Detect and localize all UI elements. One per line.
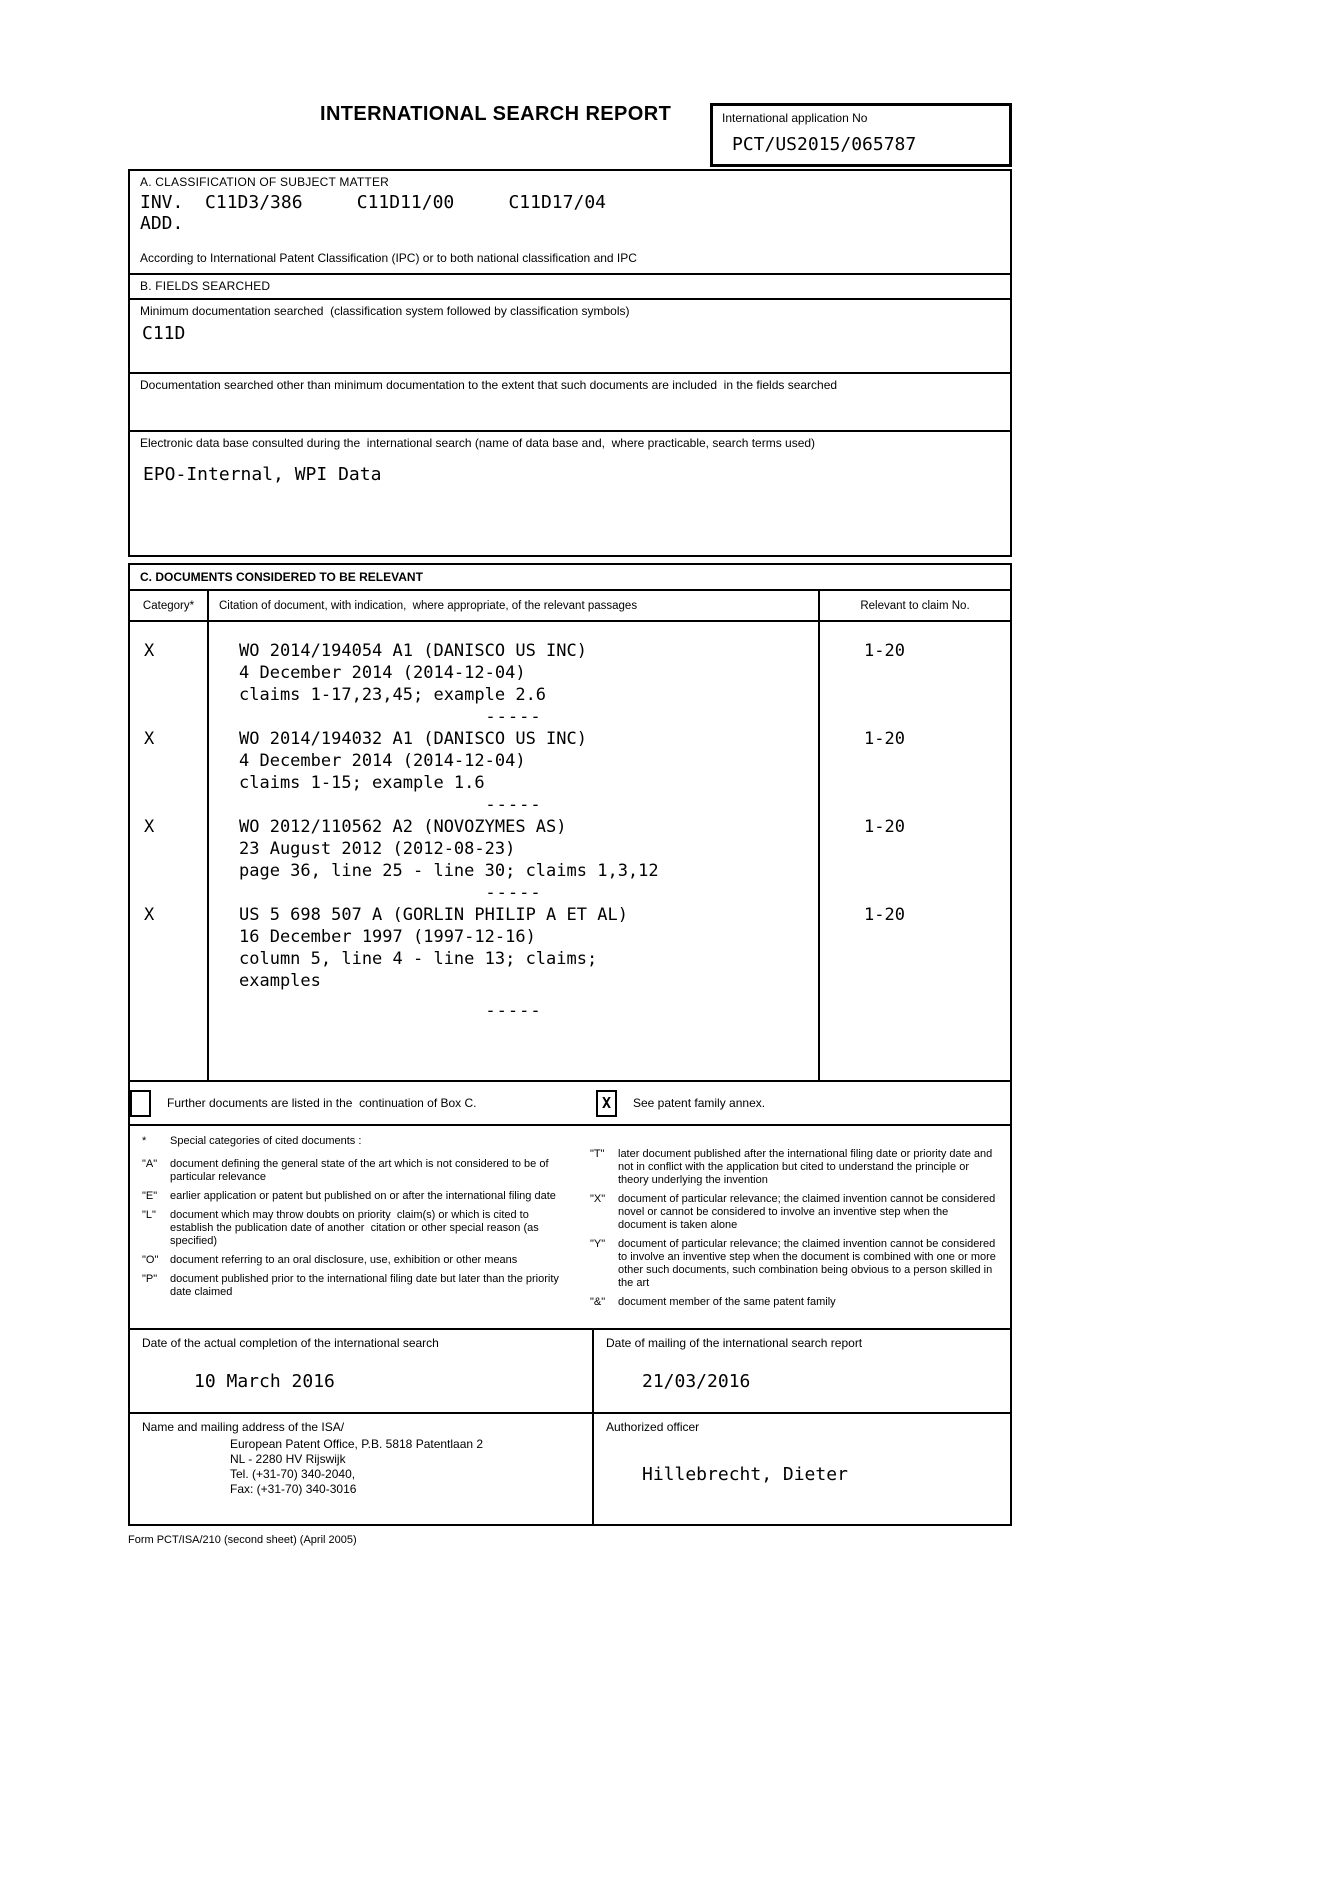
isa-address-line: NL - 2280 HV Rijswijk	[230, 1452, 346, 1466]
legend-title-code: *	[142, 1135, 147, 1147]
column-header-citation: Citation of document, with indication, where appropriate, of the relevant passages	[209, 591, 820, 620]
document-row-filler	[130, 1022, 1010, 1080]
electronic-database-value: EPO-Internal, WPI Data	[143, 464, 382, 485]
legend-item-o	[142, 1254, 574, 1267]
ipc-add-line: ADD.	[140, 213, 184, 234]
address-officer-row	[128, 1412, 1012, 1526]
relevant-claims: 1-20	[864, 905, 905, 925]
filler-category-cell	[130, 1022, 209, 1080]
legend-left-column	[142, 1135, 590, 1315]
legend-text: document member of the same patent family	[618, 1296, 836, 1308]
relevant-claims: 1-20	[864, 641, 905, 661]
authorized-officer-value: Hillebrecht, Dieter	[642, 1464, 848, 1485]
relevant-claims: 1-20	[864, 817, 905, 837]
citation-line: 23 August 2012 (2012-08-23)	[239, 839, 516, 859]
legend-item-y	[590, 1238, 998, 1290]
report-header	[128, 95, 1012, 169]
legend-text: earlier application or patent but published on or after the international filing date	[170, 1190, 556, 1202]
column-header-category: Category*	[130, 591, 209, 620]
ipc-inv-line: INV. C11D3/386 C11D11/00 C11D17/04	[140, 192, 606, 213]
document-category: X	[130, 904, 209, 1022]
form-number-note: Form PCT/ISA/210 (second sheet) (April 2005)	[128, 1534, 357, 1546]
legend-text: document published prior to the international filing date but later than the priority date claimed	[170, 1273, 562, 1298]
legend-text: document of particular relevance; the claimed invention cannot be considered to involve an inventive step when the document is combined with one or more other such documents, such combination being obvious to a person skilled in the art	[618, 1238, 999, 1289]
patent-family-annex-label: See patent family annex.	[633, 1096, 766, 1110]
section-c-heading-box	[128, 563, 1012, 591]
patent-family-annex-checkbox: X	[596, 1090, 617, 1117]
section-b-heading-box	[128, 273, 1012, 300]
legend-code: "Y"	[590, 1238, 606, 1250]
legend-text: document which may throw doubts on priority claim(s) or which is cited to establish the publication date of another citation or other special reason (as specified)	[170, 1209, 542, 1247]
document-citation	[209, 728, 820, 816]
section-b-heading: B. FIELDS SEARCHED	[140, 279, 271, 293]
further-documents-checkbox	[130, 1090, 151, 1117]
completion-date-label: Date of the actual completion of the international search	[142, 1336, 439, 1350]
other-documentation-box	[128, 372, 1012, 432]
citation-line: column 5, line 4 - line 13; claims;	[239, 949, 598, 969]
citation-line: claims 1-15; example 1.6	[239, 773, 485, 793]
isa-address-block	[230, 1437, 580, 1497]
ipc-note: According to International Patent Classification (IPC) or to both national classification and IPC	[140, 251, 637, 265]
document-row-2	[130, 728, 1010, 816]
legend-code: "O"	[142, 1254, 159, 1266]
document-citation	[209, 816, 820, 904]
filler-relevant-cell	[820, 1022, 1010, 1080]
citation-separator: -----	[485, 707, 542, 727]
citation-line: claims 1-17,23,45; example 2.6	[239, 685, 547, 705]
isa-address-label: Name and mailing address of the ISA/	[142, 1420, 345, 1434]
section-c-heading: C. DOCUMENTS CONSIDERED TO BE RELEVANT	[140, 570, 423, 584]
legend-code: "P"	[142, 1273, 158, 1285]
legend-item-a	[142, 1158, 574, 1184]
completion-date-value: 10 March 2016	[194, 1371, 335, 1392]
electronic-database-box	[128, 430, 1012, 557]
application-number-box	[710, 103, 1012, 167]
special-categories-legend	[128, 1124, 1012, 1330]
citation-separator: -----	[485, 883, 542, 903]
legend-item-amp	[590, 1296, 998, 1309]
legend-title-text: Special categories of cited documents :	[170, 1135, 362, 1147]
application-number-label: International application No	[722, 111, 868, 125]
legend-code: "L"	[142, 1209, 156, 1221]
citation-line: WO 2014/194032 A1 (DANISCO US INC)	[239, 729, 587, 749]
report-title: INTERNATIONAL SEARCH REPORT	[320, 103, 672, 125]
authorized-officer-cell	[594, 1414, 1010, 1524]
document-citation	[209, 904, 820, 1022]
legend-item-l	[142, 1209, 574, 1248]
other-documentation-label: Documentation searched other than minimum documentation to the extent that such documents are included in the fields searched	[140, 378, 838, 392]
section-a-heading: A. CLASSIFICATION OF SUBJECT MATTER	[140, 175, 390, 189]
document-category: X	[130, 728, 209, 816]
section-a-box	[128, 169, 1012, 275]
box-c-footer-row	[128, 1080, 1012, 1126]
legend-text: later document published after the international filing date or priority date and not in conflict with the application but cited to understand the principle or theory underlying the invention	[618, 1148, 996, 1186]
citation-separator: -----	[485, 795, 542, 815]
minimum-documentation-box	[128, 298, 1012, 374]
legend-text: document of particular relevance; the claimed invention cannot be considered novel or cannot be considered to involve an inventive step when the document is taken alone	[618, 1193, 999, 1231]
legend-code: "A"	[142, 1158, 158, 1170]
dates-row	[128, 1328, 1012, 1414]
isa-address-line: Tel. (+31-70) 340-2040,	[230, 1467, 356, 1481]
documents-table-body	[128, 620, 1012, 1082]
filler-citation-cell	[209, 1022, 820, 1080]
legend-right-column	[590, 1135, 998, 1315]
legend-code: "&"	[590, 1296, 606, 1308]
citation-line: examples	[239, 971, 321, 991]
column-header-relevant: Relevant to claim No.	[860, 599, 970, 612]
electronic-database-label: Electronic data base consulted during the international search (name of data base and, where practicable, search terms used)	[140, 436, 816, 450]
citation-line: page 36, line 25 - line 30; claims 1,3,12	[239, 861, 659, 881]
mailing-date-value: 21/03/2016	[642, 1371, 751, 1392]
legend-item-p	[142, 1273, 574, 1299]
document-row-4	[130, 904, 1010, 1022]
citation-line: WO 2014/194054 A1 (DANISCO US INC)	[239, 641, 587, 661]
citation-separator: -----	[485, 1001, 542, 1021]
legend-text: document defining the general state of the art which is not considered to be of particular relevance	[170, 1158, 552, 1183]
legend-item-x	[590, 1193, 998, 1232]
citation-line: US 5 698 507 A (GORLIN PHILIP A ET AL)	[239, 905, 628, 925]
document-citation	[209, 622, 820, 728]
completion-date-cell	[130, 1330, 594, 1412]
application-number-value: PCT/US2015/065787	[732, 134, 917, 155]
authorized-officer-label: Authorized officer	[606, 1420, 700, 1434]
document-row-1	[130, 622, 1010, 728]
legend-code: "T"	[590, 1148, 605, 1160]
citation-line: WO 2012/110562 A2 (NOVOZYMES AS)	[239, 817, 567, 837]
report-content	[128, 95, 1012, 1546]
citation-line: 4 December 2014 (2014-12-04)	[239, 751, 526, 771]
documents-table-header	[128, 589, 1012, 622]
family-annex-group	[596, 1090, 765, 1117]
minimum-documentation-value: C11D	[142, 323, 186, 344]
citation-line: 4 December 2014 (2014-12-04)	[239, 663, 526, 683]
isa-address-cell	[130, 1414, 594, 1524]
isa-address-line: European Patent Office, P.B. 5818 Patentlaan 2	[230, 1437, 484, 1451]
legend-item-t	[590, 1148, 998, 1187]
document-category: X	[130, 816, 209, 904]
legend-code: "X"	[590, 1193, 606, 1205]
document-row-3	[130, 816, 1010, 904]
legend-code: "E"	[142, 1190, 158, 1202]
further-documents-label: Further documents are listed in the continuation of Box C.	[167, 1096, 477, 1110]
isa-address-line: Fax: (+31-70) 340-3016	[230, 1482, 357, 1496]
legend-title	[142, 1135, 574, 1148]
legend-text: document referring to an oral disclosure, use, exhibition or other means	[170, 1254, 518, 1266]
citation-line: 16 December 1997 (1997-12-16)	[239, 927, 536, 947]
legend-item-e	[142, 1190, 574, 1203]
minimum-documentation-label: Minimum documentation searched (classification system followed by classification symbols)	[140, 304, 630, 318]
mailing-date-cell	[594, 1330, 1010, 1412]
document-category: X	[130, 622, 209, 728]
mailing-date-label: Date of mailing of the international search report	[606, 1336, 863, 1350]
relevant-claims: 1-20	[864, 729, 905, 749]
